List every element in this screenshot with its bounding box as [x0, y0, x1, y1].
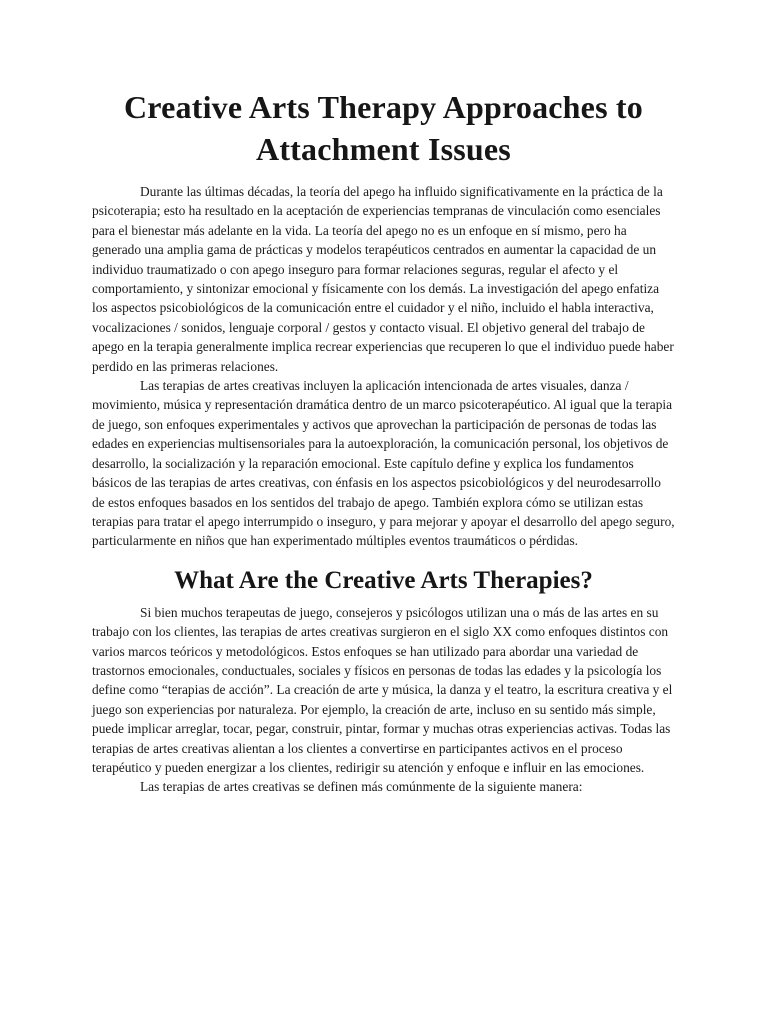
document-page [92, 86, 675, 797]
intro-paragraph-1: Durante las últimas décadas, la teoría del apego ha influido significativamente en la práctica de la psicoterapia; esto ha resultado en la aceptación de experiencias tempranas de vinculación como esenciales para el bienestar más adelante en la vida. La teoría del apego no es un enfoque en sí mismo, pero ha generado una amplia gama de prácticas y modelos terapéuticos centrados en aumentar la capacidad de un individuo traumatizado o con apego inseguro para formar relaciones seguras, regular el afecto y el comportamiento, y sintonizar emocional y físicamente con los demás. La investigación del apego enfatiza los aspectos psicobiológicos de la comunicación entre el cuidador y el niño, incluido el habla interactiva, vocalizaciones / sonidos, lenguaje corporal / gestos y contacto visual. El objetivo general del trabajo de apego en la terapia generalmente implica recrear experiencias que recuperen lo que el individuo puede haber perdido en las primeras relaciones. [92, 184, 674, 374]
section-paragraph-2: Las terapias de artes creativas se definen más comúnmente de la siguiente manera: [140, 779, 583, 795]
section-body [92, 603, 675, 797]
section-paragraph-1: Si bien muchos terapeutas de juego, consejeros y psicólogos utilizan una o más de las artes en su trabajo con los clientes, las terapias de artes creativas surgieron en el siglo XX como enfoques distintos con varios marcos teóricos y metodológicos. Estos enfoques se han utilizado para abordar una variedad de trastornos emocionales, conductuales, sociales y físicos en personas de todas las edades y la psicología los define como “terapias de acción”. La creación de arte y música, la danza y el teatro, la escritura creativa y el juego son experiencias por naturaleza. Por ejemplo, la creación de arte, incluso en su sentido más simple, puede implicar arreglar, tocar, pegar, construir, pintar, formar y muchas otras experiencias activas. Todas las terapias de artes creativas alientan a los clientes a convertirse en participantes activos en el proceso terapéutico y pueden energizar a los clientes, redirigir su atención y enfoque e influir en las emociones. [92, 604, 673, 775]
intro-section [92, 182, 675, 551]
document-title: Creative Arts Therapy Approaches to Attachment Issues [124, 89, 643, 167]
section-heading: What Are the Creative Arts Therapies? [174, 566, 593, 594]
intro-paragraph-2: Las terapias de artes creativas incluyen la aplicación intencionada de artes visuales, danza / movimiento, música y representación dramática dentro de un marco psicoterapéutico. Al igual que la terapia de juego, son enfoques experimentales y activos que aprovechan la participación de personas de todas las edades en experiencias multisensoriales para la autoexploración, la comunicación personal, los objetivos de desarrollo, la socialización y la reparación emocional. Este capítulo define y explica los fundamentos básicos de las terapias de artes creativas, con énfasis en los aspectos psicobiológicos y del neurodesarrollo de estos enfoques basados en los sentidos del trabajo de apego. También explora cómo se utilizan estas terapias para tratar el apego interrumpido o inseguro, y para mejorar y apoyar el desarrollo del apego seguro, particularmente en niños que han experimentado múltiples eventos traumáticos o pérdidas. [92, 378, 675, 549]
